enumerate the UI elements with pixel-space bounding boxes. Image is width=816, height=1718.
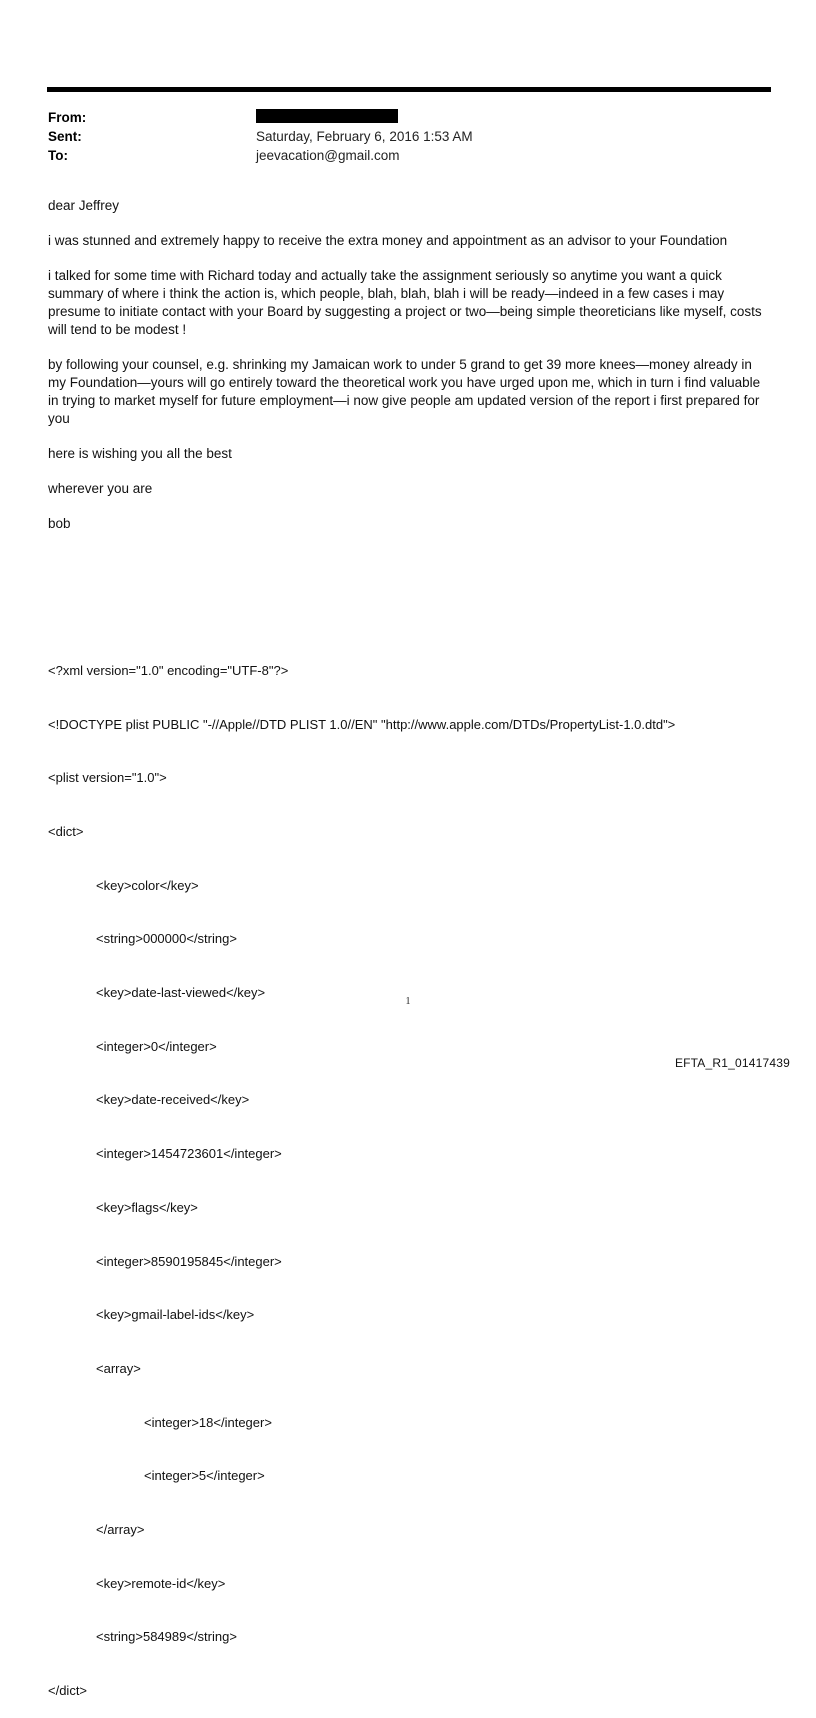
page-number: 1 [405, 996, 411, 1007]
to-label: To: [48, 148, 68, 163]
plist-line: <array> [96, 1360, 141, 1376]
plist-line: <integer>1454723601</integer> [96, 1146, 282, 1162]
body-paragraph: by following your counsel, e.g. shrinking my Jamaican work to under 5 grand to get 39 more knees—money already in my Foundation—yours will go entirely toward the theoretical work you have urged upon me, which in turn i find valuable in trying to market myself for future employment—i now give people am updated version of the report i first prepared for you [48, 357, 761, 426]
body-paragraph: here is wishing you all the best [48, 446, 232, 461]
plist-line: <?xml version="1.0" encoding="UTF-8"?> [48, 662, 289, 678]
email-header [48, 108, 768, 165]
plist-metadata [48, 626, 770, 1718]
to-row [48, 146, 768, 165]
body-paragraph: i was stunned and extremely happy to receive the extra money and appointment as an advisor to your Foundation [48, 233, 728, 248]
sent-value: Saturday, February 6, 2016 1:53 AM [256, 129, 473, 144]
plist-line: <integer>18</integer> [144, 1414, 272, 1430]
plist-line: <integer>8590195845</integer> [96, 1253, 282, 1269]
body-paragraph: i talked for some time with Richard today and actually take the assignment seriously so anytime you want a quick summary of where i think the action is, which people, blah, blah, blah i will be ready—indeed in a few cases i may presume to initiate contact with your Board by suggesting a project or two—being simple theoreticians like myself, costs will tend to be modest ! [48, 268, 762, 337]
greeting: dear Jeffrey [48, 198, 120, 213]
bates-number: EFTA_R1_01417439 [674, 1056, 790, 1070]
plist-line: <key>date-last-viewed</key> [96, 985, 266, 1001]
signature: bob [48, 516, 71, 531]
plist-line: </dict> [48, 1683, 88, 1699]
plist-line: <!DOCTYPE plist PUBLIC "-//Apple//DTD PLIST 1.0//EN" "http://www.apple.com/DTDs/PropertyList-1.0.dtd"> [48, 716, 676, 732]
plist-line: <integer>5</integer> [144, 1468, 265, 1484]
from-row [48, 108, 768, 127]
sent-label: Sent: [48, 129, 82, 144]
plist-line: <string>584989</string> [96, 1629, 237, 1645]
email-body [48, 197, 770, 550]
plist-line: <key>color</key> [96, 877, 199, 893]
plist-line: <key>remote-id</key> [96, 1575, 226, 1591]
plist-line: <dict> [48, 823, 84, 839]
header-divider [47, 87, 771, 92]
body-paragraph: wherever you are [48, 481, 153, 496]
from-label: From: [48, 110, 87, 125]
plist-line: <key>date-received</key> [96, 1092, 250, 1108]
plist-line: <key>gmail-label-ids</key> [96, 1307, 255, 1323]
plist-line: <plist version="1.0"> [48, 770, 167, 786]
plist-line: <key>flags</key> [96, 1199, 198, 1215]
plist-line: </array> [96, 1522, 145, 1538]
to-value: jeevacation@gmail.com [256, 148, 400, 163]
plist-line: <string>000000</string> [96, 931, 237, 947]
plist-line: <integer>0</integer> [96, 1038, 217, 1054]
sent-row [48, 127, 768, 146]
redaction-block [256, 109, 398, 123]
